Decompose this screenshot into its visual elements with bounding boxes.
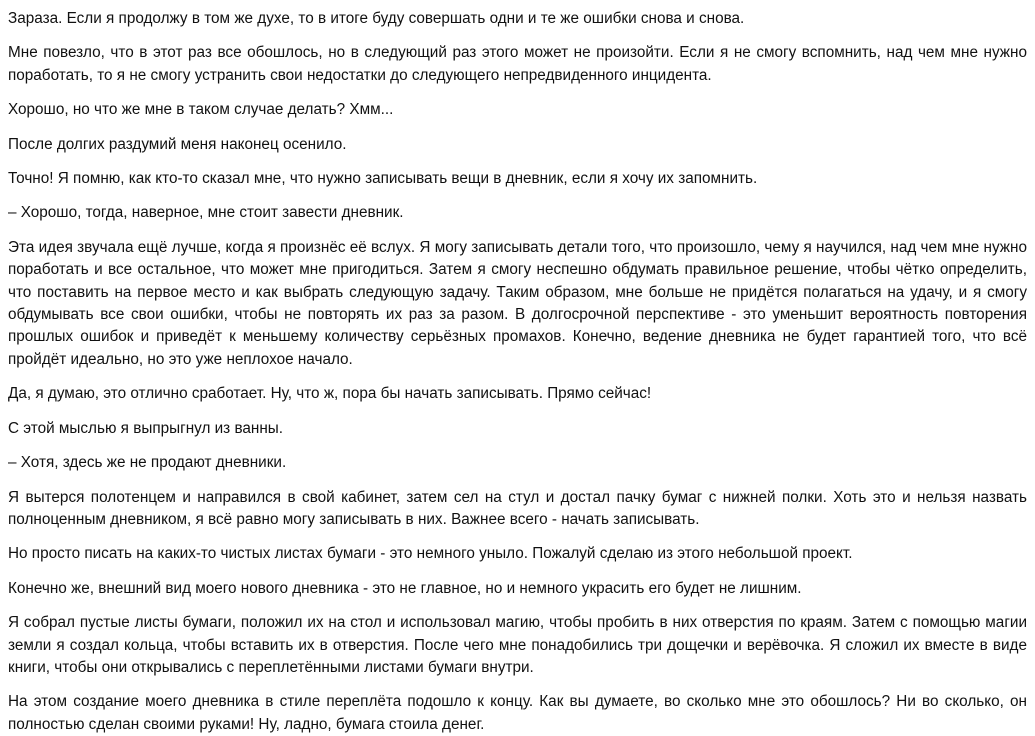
paragraph: Да, я думаю, это отлично сработает. Ну, что ж, пора бы начать записывать. Прямо сейчас! [8,385,652,403]
paragraph: Зараза. Если я продолжу в том же духе, то в итоге буду совершать одни и те же ошибки снова и снова. [8,10,745,27]
paragraph: – Хорошо, тогда, наверное, мне стоит завести дневник. [8,204,404,222]
paragraph: Хорошо, но что же мне в таком случае делать? Хмм... [8,101,394,119]
paragraph: Я собрал пустые листы бумаги, положил их на стол и использовал магию, чтобы пробить в них отверстия по краям. Затем с помощью магии земли я создал кольца, чтобы вставить их в отверстия. После чего мне понадобились три дощечки и верёвочка. Я сложил их вместе в виде книги, чтобы они открывались с переплетёнными листами бумаги внутри. [8,614,1027,676]
paragraph: Эта идея звучала ещё лучше, когда я произнёс её вслух. Я могу записывать детали того, что произошло, чему я научился, над чем мне нужно поработать и все остальное, что может мне пригодиться. Затем я смогу неспешно обдумать правильное решение, чтобы чётко определить, что поставить на первое место и как выбрать следующую задачу. Таким образом, мне больше не придётся полагаться на удачу, и я смогу обдумывать все свои ошибки, чтобы не повторять их раз за разом. В долгосрочной перспективе - это уменьшит вероятность повторения прошлых ошибок и приведёт к меньшему количеству серьёзных промахов. Конечно, ведение дневника не будет гарантией того, что всё пройдёт идеально, но это уже неплохое начало. [8,238,1027,368]
paragraph: После долгих раздумий меня наконец осенило. [8,135,347,153]
paragraph: Конечно же, внешний вид моего нового дневника - это не главное, но и немного украсить его будет не лишним. [8,579,802,597]
paragraph: – Хотя, здесь же не продают дневники. [8,454,287,472]
paragraph: Точно! Я помню, как кто-то сказал мне, что нужно записывать вещи в дневник, если я хочу их запомнить. [8,170,758,188]
paragraph: Но просто писать на каких-то чистых листах бумаги - это немного уныло. Пожалуй сделаю из этого небольшой проект. [8,545,853,563]
paragraph: Я вытерся полотенцем и направился в свой кабинет, затем сел на стул и достал пачку бумаг с нижней полки. Хоть это и нельзя назвать полноценным дневником, я всё равно могу записывать в них. Важнее всего - начать записывать. [8,488,1027,528]
paragraph: С этой мыслью я выпрыгнул из ванны. [8,419,284,437]
paragraph: На этом создание моего дневника в стиле переплёта подошло к концу. Как вы думаете, во сколько мне это обошлось? Ни во сколько, он полностью сделан своими руками! Ну, ладно, бумага стоила денег. [8,693,1027,733]
paragraph: Мне повезло, что в этот раз все обошлось, но в следующий раз этого может не произойти. Если я не смогу вспомнить, над чем мне нужно поработать, то я не смогу устранить свои недостатки до следующего непредвиденного инцидента. [8,44,1027,84]
